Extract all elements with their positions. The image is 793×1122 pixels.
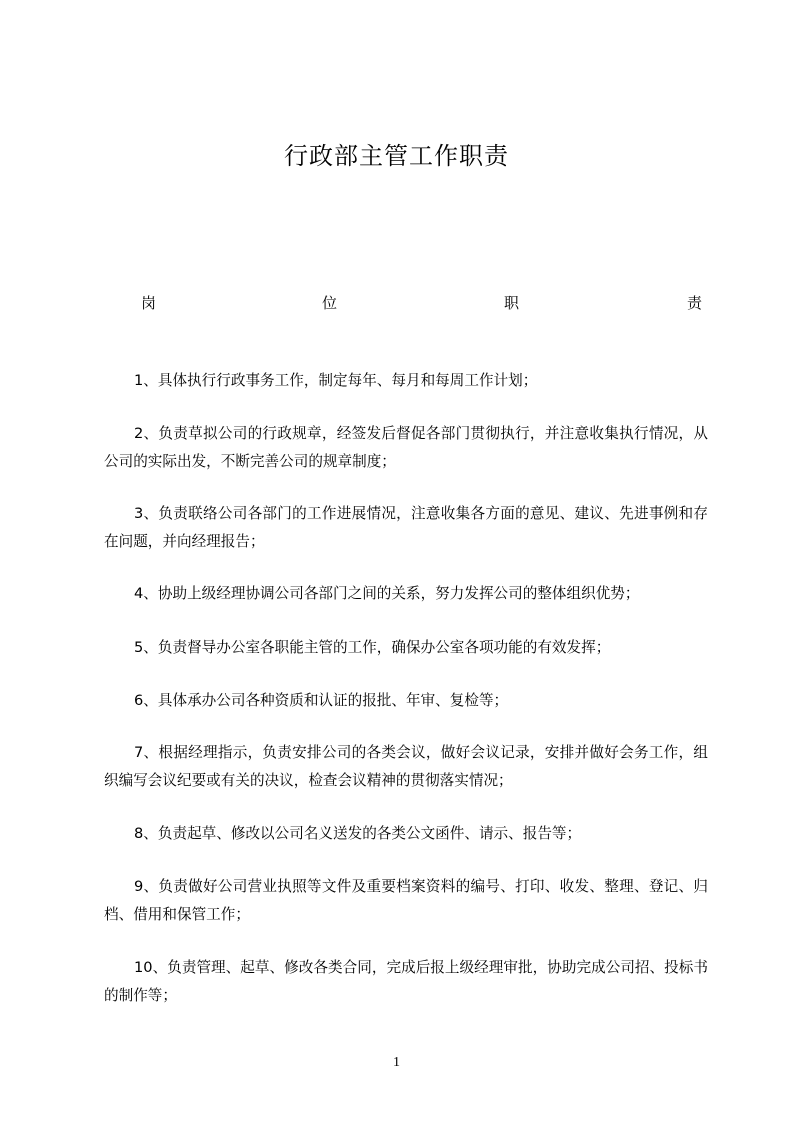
duty-item-10: 10、负责管理、起草、修改各类合同，完成后报上级经理审批，协助完成公司招、投标书的制作等； — [104, 959, 708, 1004]
duty-item-4: 4、协助上级经理协调公司各部门之间的关系，努力发挥公司的整体组织优势； — [134, 585, 640, 602]
duty-item-2: 2、负责草拟公司的行政规章，经签发后督促各部门贯彻执行，并注意收集执行情况，从公司的实际出发，不断完善公司的规章制度； — [104, 425, 708, 470]
duty-item-1: 1、具体执行行政事务工作，制定每年、每月和每周工作计划； — [134, 372, 538, 389]
duty-item-8: 8、负责起草、修改以公司名义送发的各类公文函件、请示、报告等； — [134, 825, 582, 842]
document-title: 行政部主管工作职责 — [284, 142, 509, 170]
duty-item-5: 5、负责督导办公室各职能主管的工作，确保办公室各项功能的有效发挥； — [134, 639, 611, 656]
section-heading-char: 职 — [504, 294, 520, 312]
duty-item-9: 9、负责做好公司营业执照等文件及重要档案资料的编号、打印、收发、整理、登记、归档、借用和保管工作； — [104, 878, 708, 923]
duty-item-7: 7、根据经理指示，负责安排公司的各类会议，做好会议记录，安排并做好会务工作，组织编写会议纪要或有关的决议，检查会议精神的贯彻落实情况； — [104, 744, 708, 789]
section-heading-job-duties — [141, 290, 705, 316]
section-heading-char: 位 — [322, 294, 338, 312]
duty-item-6: 6、具体承办公司各种资质和认证的报批、年审、复检等； — [134, 692, 509, 709]
section-heading-char: 责 — [687, 294, 703, 312]
section-heading-char: 岗 — [141, 294, 157, 312]
duty-item-3: 3、负责联络公司各部门的工作进展情况，注意收集各方面的意见、建议、先进事例和存在问题，并向经理报告； — [104, 505, 708, 550]
page-number: 1 — [393, 1055, 400, 1070]
